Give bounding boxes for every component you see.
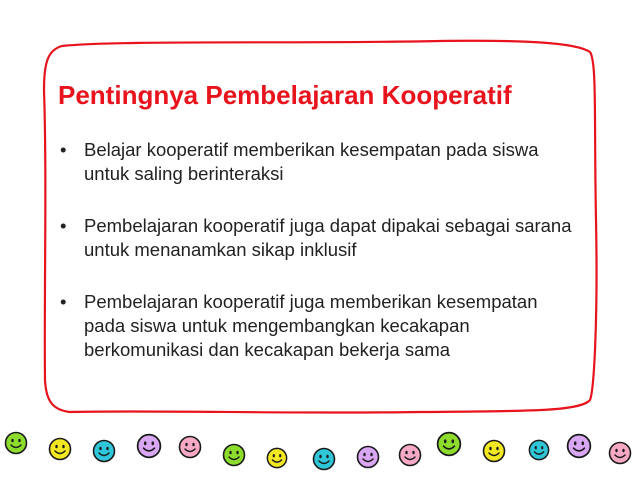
smiley-face-icon: [482, 439, 506, 463]
bullet-text: Pembelajaran kooperatif juga dapat dipakai sebagai sarana untuk menanamkan sikap inklusif: [84, 215, 572, 260]
bullet-item: [58, 214, 578, 262]
smiley-row: [0, 425, 638, 478]
smiley-face-icon: [566, 433, 592, 459]
slide-title: Pentingnya Pembelajaran Kooperatif: [58, 80, 512, 110]
smiley-face-icon: [266, 447, 288, 469]
bullet-text: Belajar kooperatif memberikan kesempatan pada siswa untuk saling berinteraksi: [84, 139, 539, 184]
smiley-face-icon: [48, 437, 72, 461]
bullet-marker: •: [60, 215, 67, 236]
smiley-face-icon: [356, 445, 380, 469]
bullet-list: [58, 138, 578, 390]
smiley-face-icon: [608, 441, 632, 465]
bullet-text: Pembelajaran kooperatif juga memberikan kesempatan pada siswa untuk mengembangkan kecakapan berkomunikasi dan kecakapan bekerja sama: [84, 291, 538, 360]
smiley-face-icon: [398, 443, 422, 467]
smiley-face-icon: [312, 447, 336, 471]
bullet-marker: •: [60, 291, 67, 312]
smiley-face-icon: [136, 433, 162, 459]
smiley-face-icon: [178, 435, 202, 459]
smiley-face-icon: [436, 431, 462, 457]
bullet-marker: •: [60, 139, 67, 160]
bullet-item: [58, 290, 578, 362]
smiley-face-icon: [222, 443, 246, 467]
bullet-item: [58, 138, 578, 186]
smiley-face-icon: [528, 439, 550, 461]
smiley-face-icon: [4, 431, 28, 455]
smiley-face-icon: [92, 439, 116, 463]
